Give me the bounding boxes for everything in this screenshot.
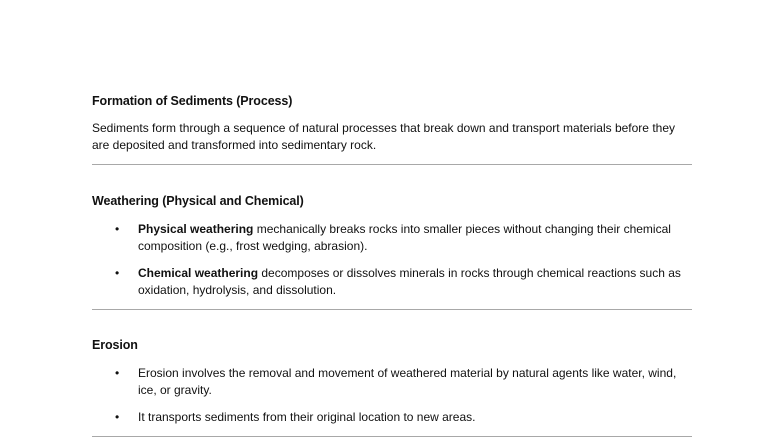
section-heading: Formation of Sediments (Process): [92, 94, 293, 108]
list-item: [92, 265, 692, 299]
bullet-text: Erosion involves the removal and movement of weathered material by natural agents like water, wind, ice, or gravity.: [138, 366, 677, 397]
bullet-icon: •: [115, 222, 120, 236]
section-heading: Erosion: [92, 338, 138, 352]
bullet-text: It transports sediments from their original location to new areas.: [138, 410, 476, 424]
bullet-icon: •: [115, 410, 120, 424]
list-item: [92, 409, 692, 426]
bullet-list: [92, 221, 692, 299]
section-erosion: [92, 337, 692, 426]
bullet-icon: •: [115, 366, 120, 380]
bullet-text: mechanically breaks rocks into smaller pieces without changing their chemical composition (e.g., frost wedging, abrasion).: [138, 222, 671, 253]
bullet-term: Physical weathering: [138, 222, 254, 236]
bullet-text: decomposes or dissolves minerals in rocks through chemical reactions such as oxidation, hydrolysis, and dissolution.: [138, 266, 681, 297]
bullet-list: [92, 365, 692, 426]
bullet-icon: •: [115, 266, 120, 280]
section-divider: [92, 164, 692, 165]
document-page: [92, 0, 692, 441]
section-divider: [92, 436, 692, 437]
section-heading: Weathering (Physical and Chemical): [92, 194, 304, 208]
section-paragraph: Sediments form through a sequence of natural processes that break down and transport materials before they are deposited and transformed into sedimentary rock.: [92, 121, 675, 152]
section-weathering: [92, 193, 692, 299]
section-formation: [92, 93, 692, 154]
section-divider: [92, 309, 692, 310]
list-item: [92, 365, 692, 399]
list-item: [92, 221, 692, 255]
bullet-term: Chemical weathering: [138, 266, 259, 280]
